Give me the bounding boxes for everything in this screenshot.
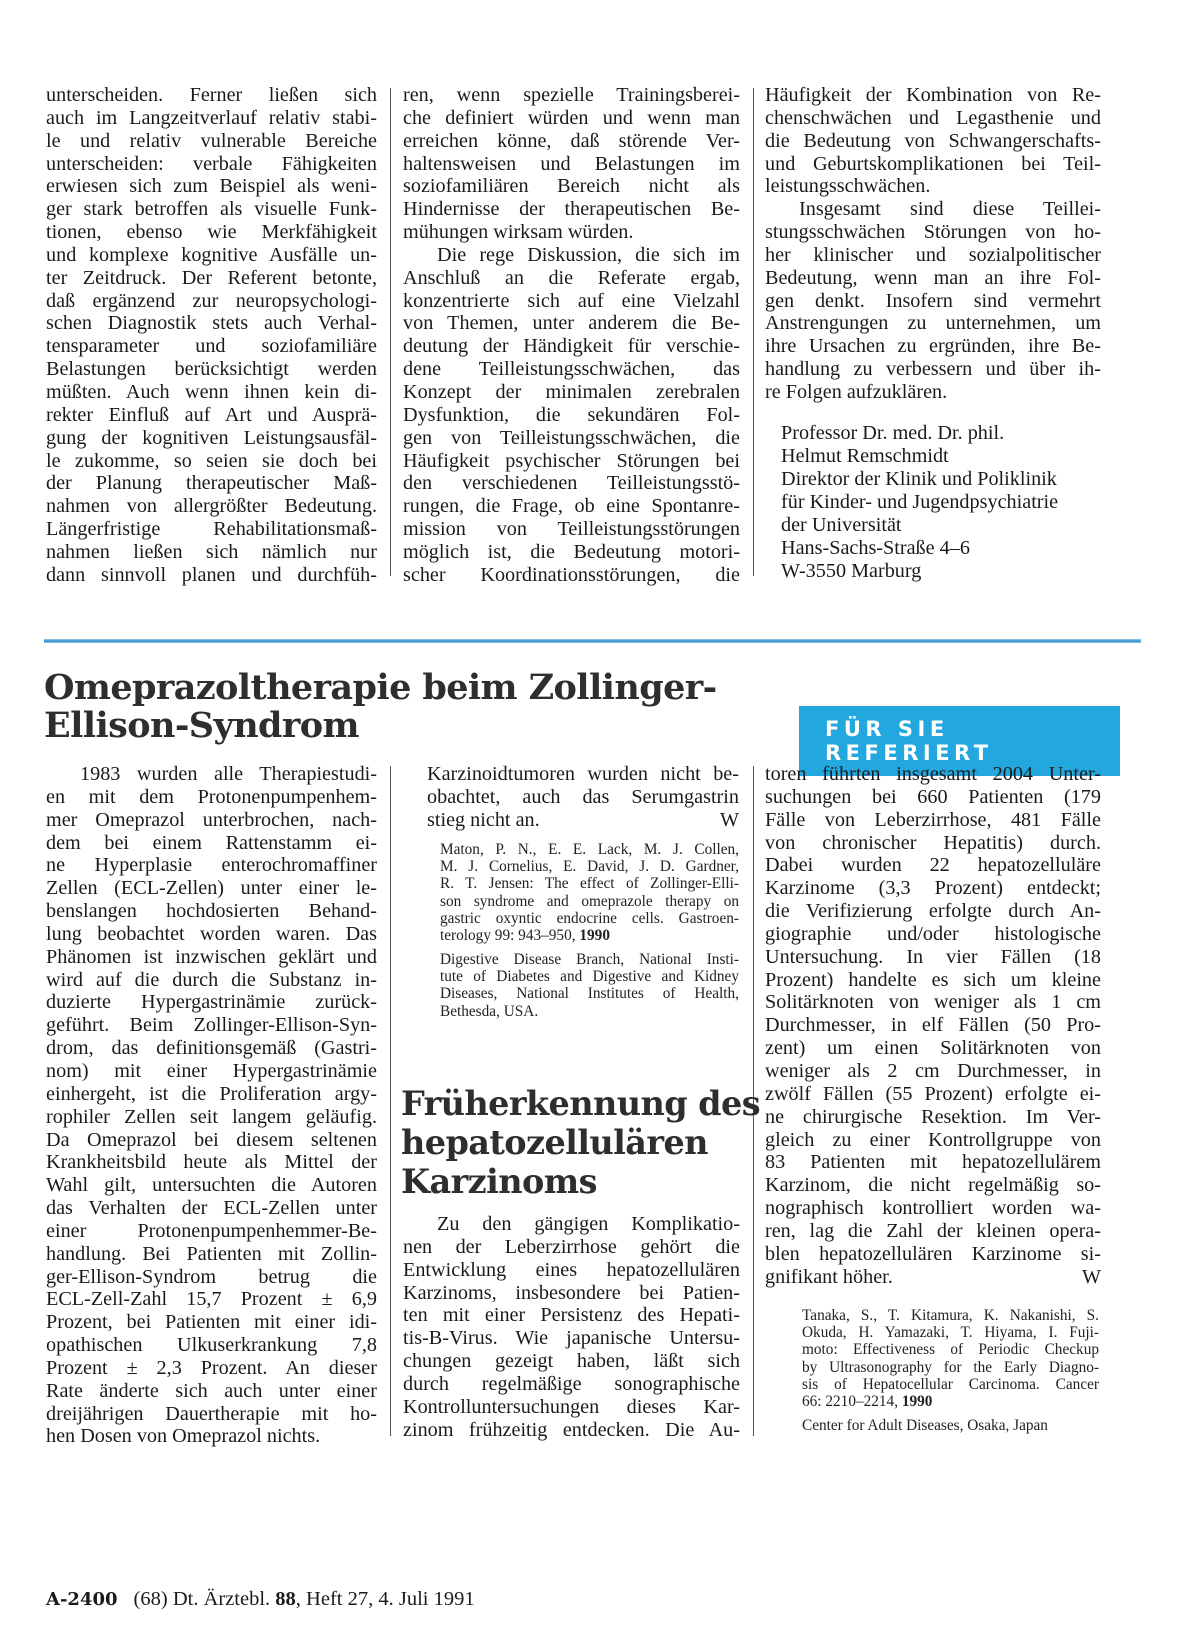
article-2-column-2: Zu den gängigen Komplikatio- nen der Leberzirrhose gehört die Entwicklung eines hepatozellulären Karzinoms, insbesondere bei Patien- ten mit einer Persistenz des Hepati- tis-B-Virus. Wie japanische Untersu- chungen gezeigt haben, läßt sich durch regelmäßige sonographische Kontrolluntersuchungen dieses Kar- zinom frühzeitig entdecken. Die Au-	[403, 1213, 740, 1441]
column-divider	[390, 766, 391, 1436]
column-divider	[753, 88, 754, 576]
article-2-column-3: toren führten insgesamt 2004 Unter- suchungen bei 660 Patienten (179 Fälle von Leberzirrhose, 481 Fälle von chronischer Hepatitis) durch. Dabei wurden 22 hepatozelluläre Karzinome (3,3 Prozent) entdeckt; die Verifizierung erfolgte durch An- giographie und/oder histologische Untersuchung. In vier Fällen (18 Prozent) handelte es sich um kleine Solitärknoten von weniger als 1 cm Durchmesser, in elf Fällen (50 Pro- zent) um einen Solitärknoten von weniger als 2 cm Durchmesser, in zwölf Fällen (55 Prozent) erfolgte ei- ne chirurgische Resektion. Im Ver- gleich zu einer Kontrollgruppe von 83 Patienten mit hepatozellulärem Karzinom, die nicht regelmäßig so- nographisch kontrolliert worden wa- ren, lag die Zahl der kleinen opera- blen hepatozellulären Karzinome si- gnifikant höher. W	[765, 763, 1101, 1288]
section-divider	[44, 639, 1141, 643]
author-address: Professor Dr. med. Dr. phil. Helmut Remschmidt Direktor der Klinik und Poliklinik für Kinder- und Jugendpsychiatrie der Universität Hans-Sachs-Straße 4–6 W-3550 Marburg	[781, 422, 1059, 582]
section-badge: FÜR SIE REFERIERT	[799, 706, 1120, 776]
reference-citation: Maton, P. N., E. E. Lack, M. J. Collen, M. J. Cornelius, E. David, J. D. Gardner, R. T. Jensen: The effect of Zollinger-Elli- son syndrome and omeprazole therapy on gastric oxyntic endocrine cells. Gastroen- terology 99: 943–950, 1990	[440, 841, 739, 944]
reference-affiliation: Digestive Disease Branch, National Insti- tute of Diabetes and Digestive and Kidney Diseases, National Institutes of Health, Bethesda, USA.	[440, 951, 739, 1020]
page-number: A-2400	[46, 1589, 118, 1610]
page-footer: A-2400 (68) Dt. Ärztebl. 88, Heft 27, 4. Juli 1991	[46, 1588, 475, 1610]
top-article-column-1: unterscheiden. Ferner ließen sich auch im Langzeitverlauf relativ stabi- le und relativ vulnerable Bereiche unterscheiden: verbale Fähigkeiten erwiesen sich zum Beispiel als weni- ger stark betroffen als visuelle Funk- tionen, ebenso wie Merkfähigkeit und komplexe kognitive Ausfälle un- ter Zeitdruck. Der Referent betonte, daß ergänzend zur neuropsychologi- schen Diagnostik stets auch Verhal- tensparameter und soziofamiliäre Belastungen berücksichtigt werden müßten. Auch wenn ihnen kein di- rekter Einfluß auf Art und Ausprä- gung der kognitiven Leistungsausfäl- le zukomme, so seien sie doch bei der Planung therapeutischer Maß- nahmen von allergrößter Bedeutung. Längerfristige Rehabilitationsmaß- nahmen ließen sich nämlich nur dann sinnvoll planen und durchfüh-	[46, 84, 377, 586]
reference-affiliation: Center for Adult Diseases, Osaka, Japan	[802, 1417, 1048, 1434]
reference-citation: Tanaka, S., T. Kitamura, K. Nakanishi, S. Okuda, H. Yamazaki, T. Hiyama, I. Fuji- moto: Effectiveness of Periodic Checkup by Ultrasonography for the Early Diagno- sis of Hepatocellular Carcinoma. Cancer 66: 2210–2214, 1990	[802, 1307, 1099, 1410]
column-divider	[390, 88, 391, 576]
article-headline: Omeprazoltherapie beim Zollinger- Ellison-Syndrom	[44, 667, 717, 746]
author-signature: W	[719, 808, 739, 831]
author-signature: W	[1081, 1265, 1101, 1288]
top-article-column-3: Häufigkeit der Kombination von Re- chenschwächen und Legasthenie und die Bedeutung von Schwangerschafts- und Geburtskomplikationen bei Teil- leistungsschwächen. Insgesamt sind diese Teillei- stungsschwächen Störungen von ho- her klinischer und sozialpolitischer Bedeutung, wenn man an ihre Fol- gen denkt. Insofern sind vermehrt Anstrengungen zu unternehmen, um ihre Ursachen zu ergründen, ihre Be- handlung zu verbessern und über ih- re Folgen aufzuklären.	[765, 84, 1101, 403]
article-1-column-1: 1983 wurden alle Therapiestudi- en mit dem Protonenpumpenhem- mer Omeprazol unterbrochen, nach- dem bei einem Rattenstamm ei- ne Hyperplasie enterochromaffiner Zellen (ECL-Zellen) unter einer le- benslangen hochdosierten Behand- lung beobachtet worden waren. Das Phänomen ist inzwischen geklärt und wird auf die durch die Substanz in- duzierte Hypergastrinämie zurück- geführt. Beim Zollinger-Ellison-Syn- drom, das definitionsgemäß (Gastri- nom) mit einer Hypergastrinämie einhergeht, ist die Proliferation argy- rophiler Zellen seit langem geläufig. Da Omeprazol bei diesem seltenen Krankheitsbild heute als Mittel der Wahl gilt, untersuchten die Autoren das Verhalten der ECL-Zellen unter einer Protonenpumpenhemmer-Be- handlung. Bei Patienten mit Zollin- ger-Ellison-Syndrom betrug die ECL-Zell-Zahl 15,7 Prozent ± 6,9 Prozent, bei Patienten mit einer idi- opathischen Ulkuserkrankung 7,8 Prozent ± 2,3 Prozent. An dieser Rate änderte sich auch unter einer dreijährigen Dauertherapie mit ho- hen Dosen von Omeprazol nichts.	[46, 763, 377, 1448]
article-1-column-2: Karzinoidtumoren wurden nicht be- obachtet, auch das Serumgastrin stieg nicht an. W	[427, 763, 739, 831]
article-headline: Früherkennung des hepatozellulären Karzinoms	[401, 1084, 760, 1201]
top-article-column-2: ren, wenn spezielle Trainingsberei- che definiert würden und wenn man erreichen könne, daß störende Ver- haltensweisen und Belastungen im soziofamiliären Bereich nicht als Hindernisse der therapeutischen Be- mühungen wirksam würden. Die rege Diskussion, die sich im Anschluß an die Referate ergab, konzentrierte sich auf eine Vielzahl von Themen, unter anderem die Be- deutung der Händigkeit für verschie- dene Teilleistungsschwächen, das Konzept der minimalen zerebralen Dysfunktion, die sekundären Fol- gen von Teilleistungsschwächen, die Häufigkeit psychischer Störungen bei den verschiedenen Teilleistungsstö- rungen, die Frage, ob eine Spontanre- mission von Teilleistungsstörungen möglich ist, die Bedeutung motori- scher Koordinationsstörungen, die	[403, 84, 740, 586]
